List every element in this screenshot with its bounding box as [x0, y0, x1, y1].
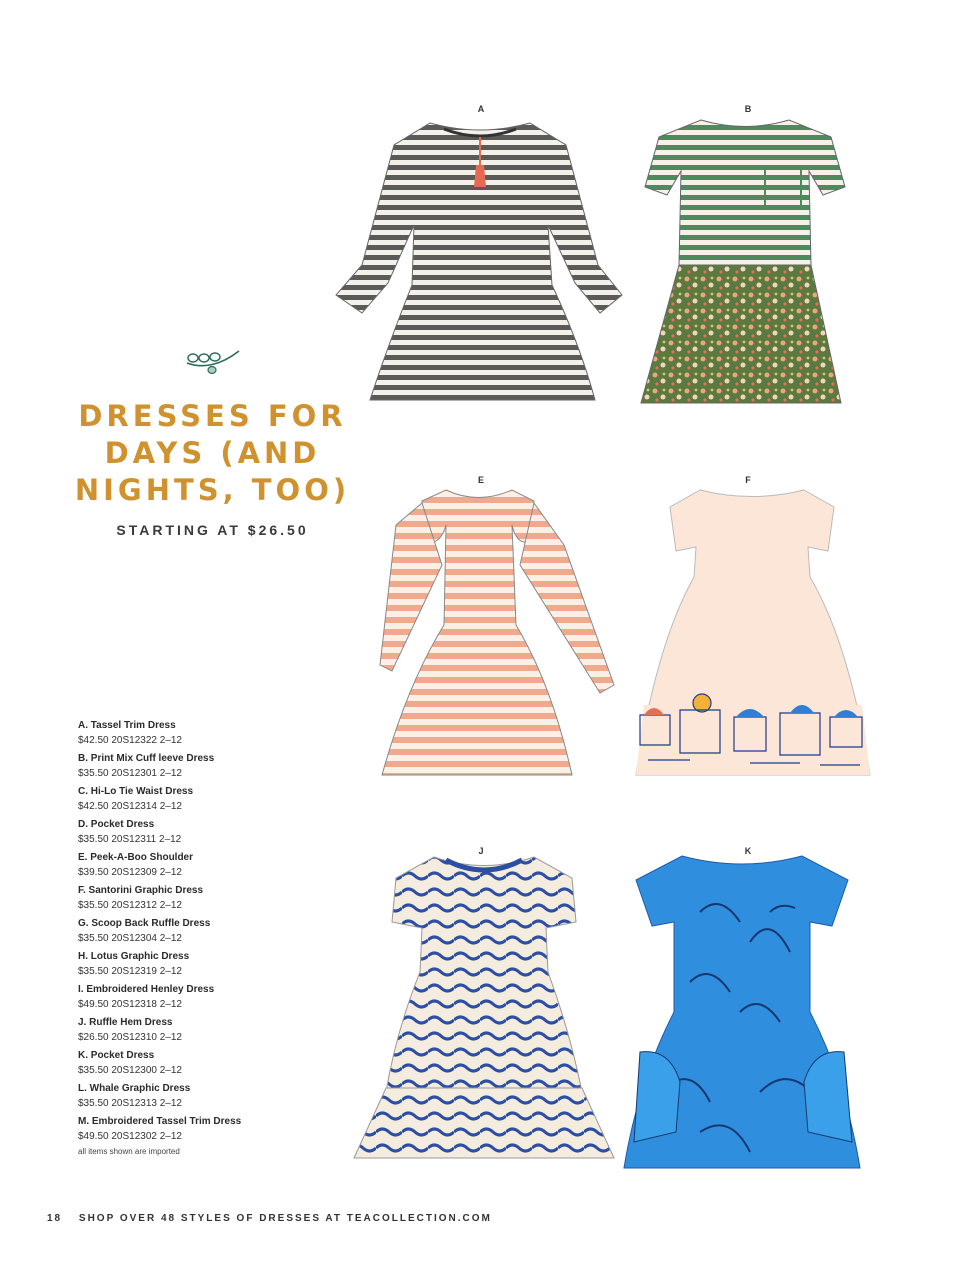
product-detail: $35.50 20S12313 2–12	[78, 1098, 182, 1109]
product-detail: $49.50 20S12302 2–12	[78, 1131, 182, 1142]
product-name: M. Embroidered Tassel Trim Dress	[78, 1116, 242, 1127]
product-name: E. Peek-A-Boo Shoulder	[78, 852, 194, 863]
product-item	[78, 982, 318, 1012]
dress-label-k: K	[744, 846, 752, 856]
product-name: I. Embroidered Henley Dress	[78, 984, 215, 995]
product-name: K. Pocket Dress	[78, 1050, 155, 1061]
page-heading	[70, 398, 355, 509]
dress-b-image[interactable]	[635, 115, 855, 410]
dress-j-image[interactable]	[350, 852, 618, 1162]
product-name: C. Hi-Lo Tie Waist Dress	[78, 786, 194, 797]
product-item	[78, 1081, 318, 1111]
product-name: A. Tassel Trim Dress	[78, 720, 176, 731]
dress-label-f: F	[745, 475, 751, 485]
dress-e-image[interactable]	[352, 485, 617, 785]
dress-a-image[interactable]	[330, 115, 630, 410]
imported-note: all items shown are imported	[78, 1147, 180, 1156]
product-detail: $39.50 20S12309 2–12	[78, 867, 182, 878]
product-name: G. Scoop Back Ruffle Dress	[78, 918, 211, 929]
product-detail: $35.50 20S12304 2–12	[78, 933, 182, 944]
heading-line-3: NIGHTS, TOO)	[74, 473, 351, 507]
product-name: F. Santorini Graphic Dress	[78, 885, 204, 896]
product-name: H. Lotus Graphic Dress	[78, 951, 190, 962]
product-item	[78, 817, 318, 847]
product-detail: $35.50 20S12301 2–12	[78, 768, 182, 779]
product-item	[78, 1114, 318, 1144]
product-list	[78, 718, 318, 1156]
dress-f-image[interactable]	[630, 485, 875, 785]
product-detail: $35.50 20S12311 2–12	[78, 834, 182, 845]
product-name: L. Whale Graphic Dress	[78, 1083, 191, 1094]
dress-label-b: B	[744, 104, 752, 114]
dress-label-e: E	[477, 475, 484, 485]
product-item	[78, 1048, 318, 1078]
sprig-icon	[183, 345, 243, 375]
product-detail: $26.50 20S12310 2–12	[78, 1032, 182, 1043]
product-name: D. Pocket Dress	[78, 819, 155, 830]
starting-price: STARTING AT $26.50	[116, 522, 309, 538]
product-name: J. Ruffle Hem Dress	[78, 1017, 173, 1028]
product-item	[78, 949, 318, 979]
heading-line-2: DAYS (AND	[104, 436, 321, 470]
dress-label-j: J	[478, 846, 484, 856]
product-detail: $49.50 20S12318 2–12	[78, 999, 182, 1010]
heading-line-1: DRESSES FOR	[78, 399, 347, 433]
product-item	[78, 718, 318, 748]
product-item	[78, 850, 318, 880]
product-detail: $42.50 20S12322 2–12	[78, 735, 182, 746]
product-item	[78, 1015, 318, 1045]
product-item	[78, 751, 318, 781]
product-detail: $35.50 20S12300 2–12	[78, 1065, 182, 1076]
product-detail: $35.50 20S12319 2–12	[78, 966, 182, 977]
dress-label-a: A	[477, 104, 485, 114]
product-item	[78, 883, 318, 913]
footer-link-text[interactable]: SHOP OVER 48 STYLES OF DRESSES AT TEACOLLECTION.COM	[78, 1213, 492, 1224]
product-item	[78, 916, 318, 946]
page-footer	[47, 1213, 504, 1224]
product-detail: $35.50 20S12312 2–12	[78, 900, 182, 911]
product-detail: $42.50 20S12314 2–12	[78, 801, 182, 812]
product-item	[78, 784, 318, 814]
product-name: B. Print Mix Cuff leeve Dress	[78, 753, 215, 764]
page-number: 18	[47, 1213, 63, 1224]
dress-k-image[interactable]	[620, 852, 865, 1172]
